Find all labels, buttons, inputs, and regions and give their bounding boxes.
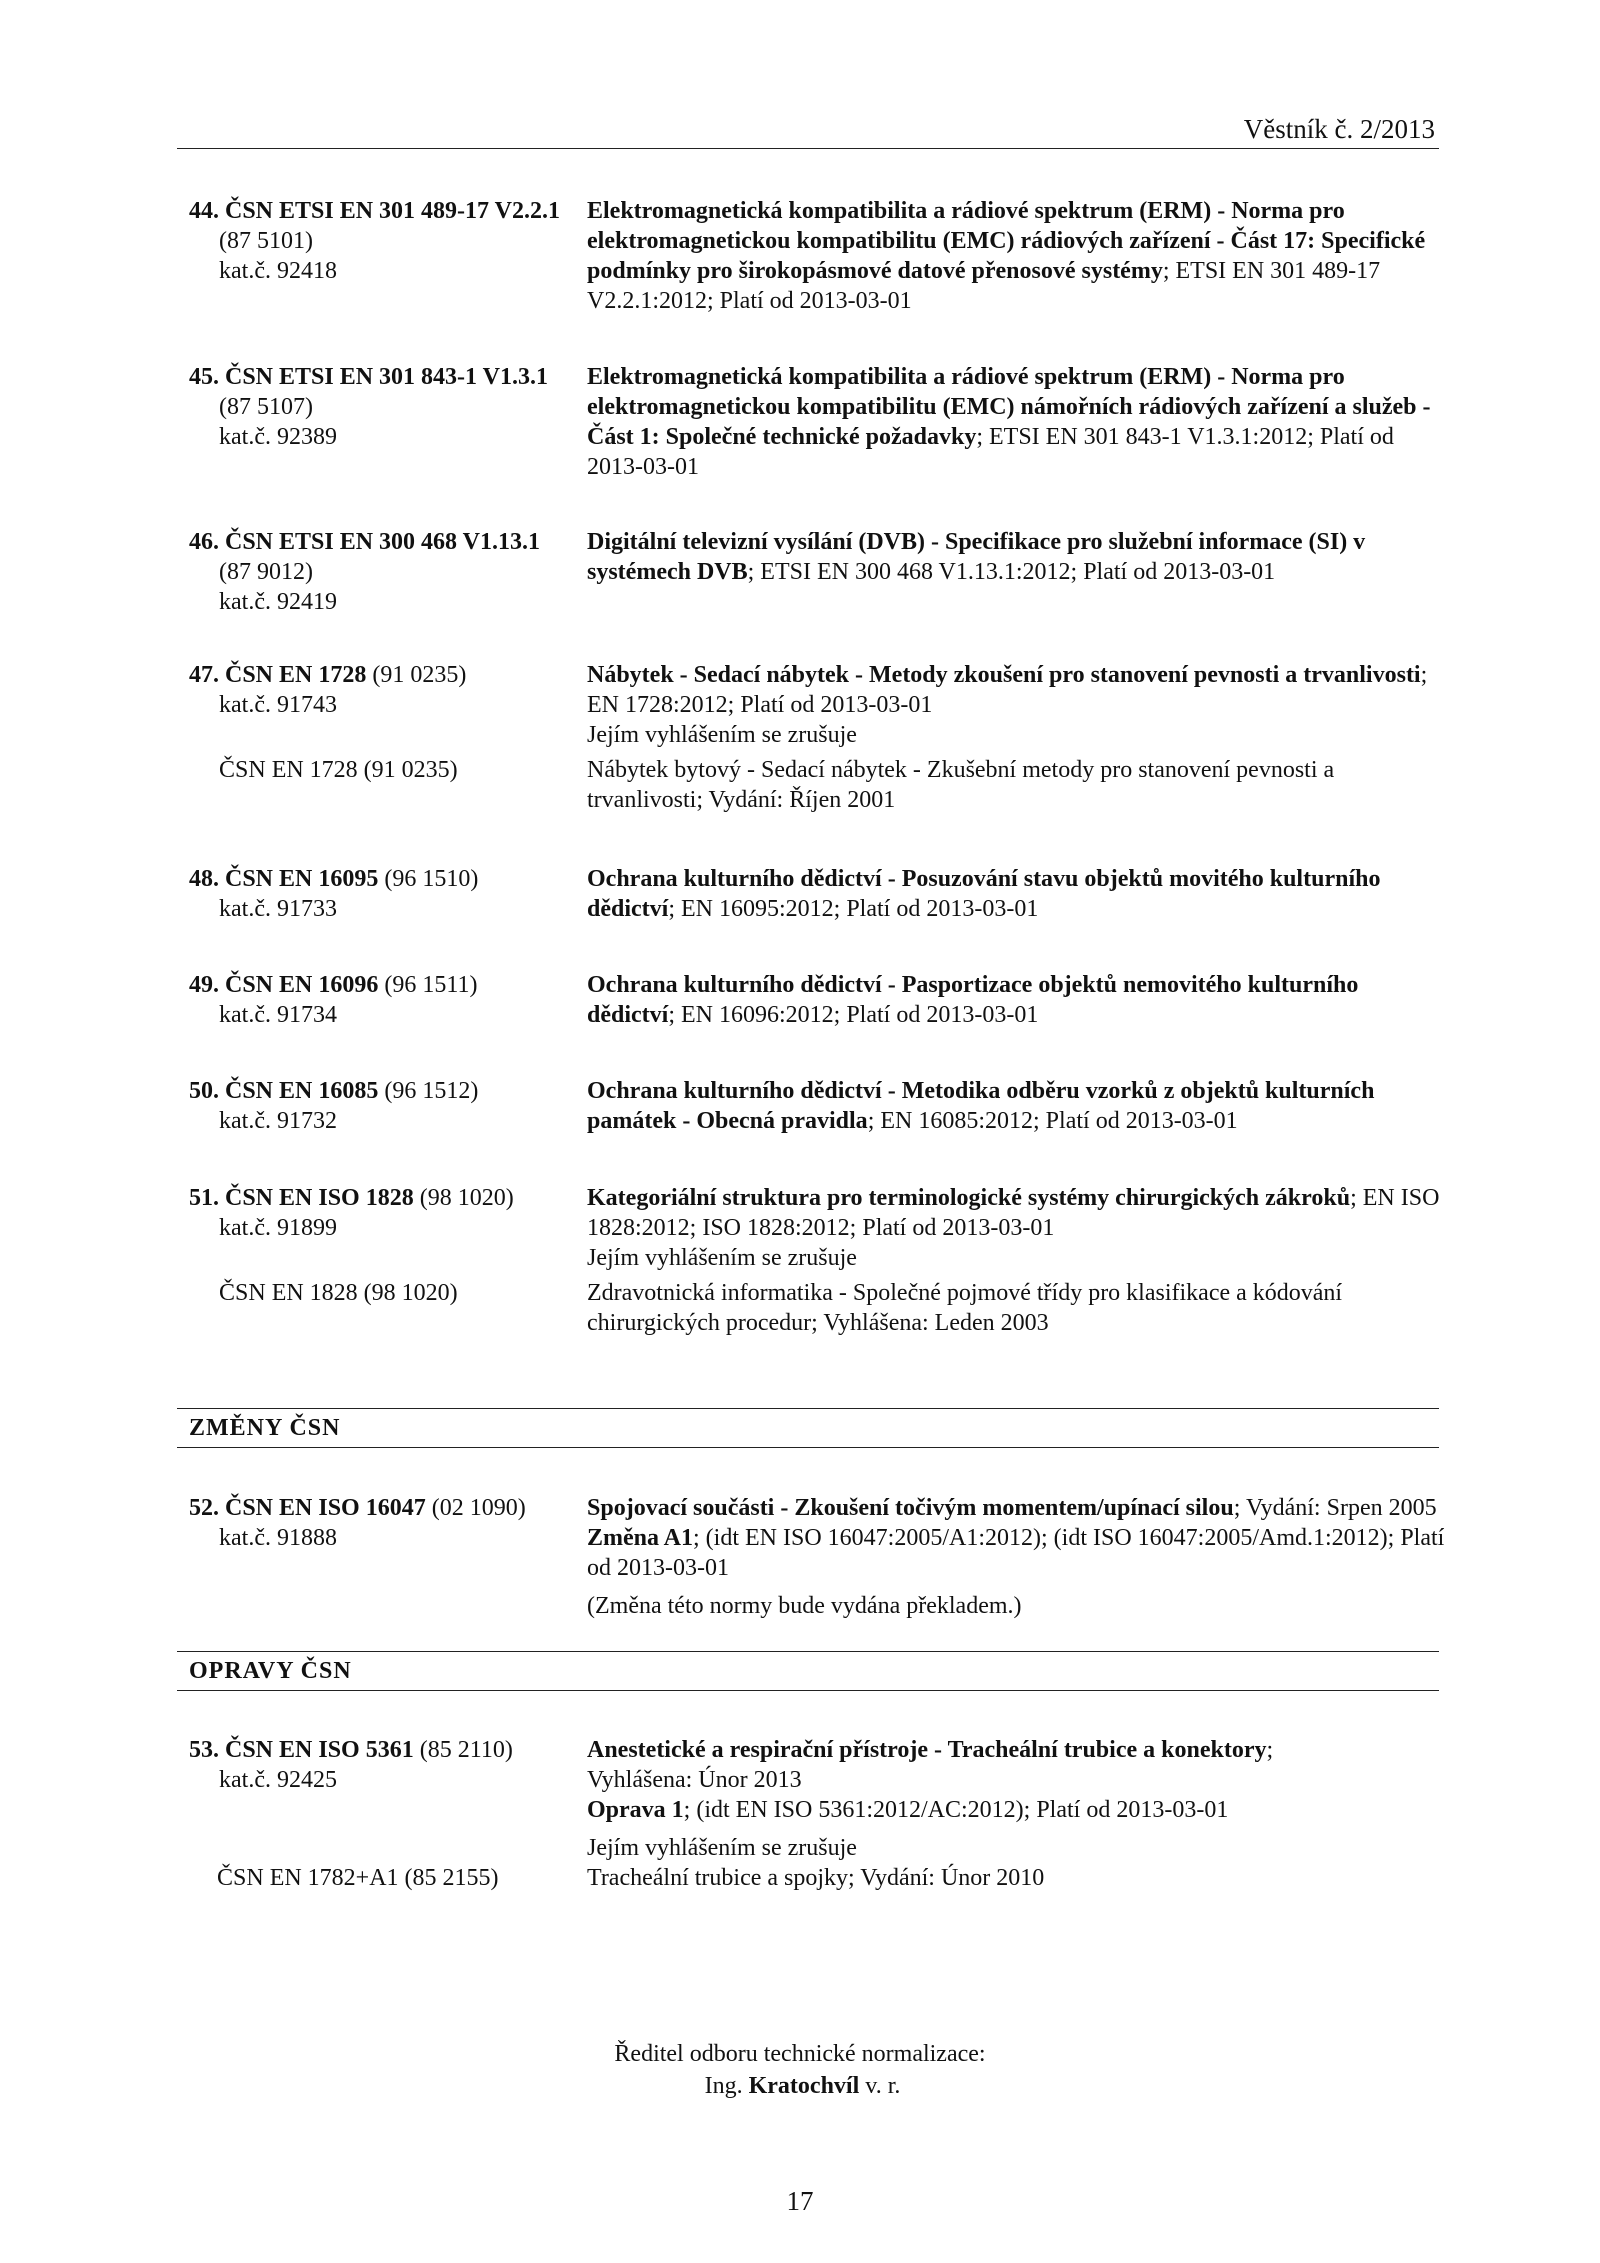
- catalog-number: kat.č. 91888: [219, 1525, 337, 1551]
- catalog-number: kat.č. 92419: [219, 589, 337, 615]
- standard-code: ČSN EN 1728: [225, 662, 367, 688]
- standard-title: Spojovací součásti - Zkoušení točivým momentem/upínací silou: [587, 1495, 1234, 1521]
- catalog-number: kat.č. 91743: [219, 692, 337, 718]
- catalog-number: kat.č. 91734: [219, 1002, 337, 1028]
- standard-reference: ; ETSI EN 300 468 V1.13.1:2012; Platí od 2013-03-01: [747, 559, 1276, 585]
- old-standard-code: ČSN EN 1782+A1 (85 2155): [217, 1865, 499, 1891]
- section-header-fixes: [177, 1651, 1439, 1691]
- old-standard-code: ČSN EN 1828 (98 1020): [219, 1280, 458, 1306]
- standard-code: ČSN EN ISO 1828: [225, 1185, 414, 1211]
- standard-title: Ochrana kulturního dědictví - Metodika odběru vzorků z objektů kulturních památek - Obecná pravidla: [587, 1078, 1375, 1134]
- standard-reference: ; EN 1728:2012; Platí od 2013-03-01: [587, 662, 1428, 718]
- bulletin-title: Věstník č. 2/2013: [1243, 114, 1435, 144]
- entry-number: 45.: [189, 364, 219, 390]
- cancellation-note: Jejím vyhlášením se zrušuje: [587, 1835, 857, 1861]
- catalog-number: kat.č. 92418: [219, 258, 337, 284]
- old-standard-title: Tracheální trubice a spojky; Vydání: Únor 2010: [587, 1865, 1045, 1891]
- catalog-number: kat.č. 92425: [219, 1767, 337, 1793]
- standard-reference: ; ETSI EN 301 843-1 V1.3.1:2012; Platí od 2013-03-01: [587, 424, 1394, 480]
- section-header-changes: [177, 1408, 1439, 1448]
- standard-title: Elektromagnetická kompatibilita a rádiové spektrum (ERM) - Norma pro elektromagnetickou kompatibilitu (EMC) rádiových zařízení - Část 17: Specifické podmínky pro širokopásmové datové přenosové systémy: [587, 198, 1426, 284]
- classification: (91 0235): [366, 662, 467, 688]
- standard-reference: ; (idt EN ISO 5361:2012/AC:2012); Platí od 2013-03-01: [683, 1797, 1229, 1823]
- standard-code: ČSN ETSI EN 301 843-1 V1.3.1: [225, 364, 548, 390]
- entry-number: 48.: [189, 866, 219, 892]
- signature-suffix: v. r.: [859, 2073, 901, 2099]
- catalog-number: kat.č. 92389: [219, 424, 337, 450]
- old-standard-title: Zdravotnická informatika - Společné pojmové třídy pro klasifikace a kódování chirurgických procedur; Vyhlášena: Leden 2003: [587, 1280, 1343, 1336]
- page-number: 17: [786, 2186, 814, 2216]
- classification: (98 1020): [413, 1185, 514, 1211]
- standard-reference: ; EN 16085:2012; Platí od 2013-03-01: [867, 1108, 1238, 1134]
- classification: (85 2110): [413, 1737, 513, 1763]
- standard-reference: ; (idt EN ISO 16047:2005/A1:2012); (idt ISO 16047:2005/Amd.1:2012); Platí od 2013-03-01: [587, 1525, 1445, 1581]
- standard-code: ČSN EN ISO 16047: [225, 1495, 426, 1521]
- entry-number: 44.: [189, 198, 219, 224]
- classification: (87 5107): [219, 394, 313, 420]
- entry-number: 51.: [189, 1185, 219, 1211]
- standard-title: Nábytek - Sedací nábytek - Metody zkoušení pro stanovení pevnosti a trvanlivosti: [587, 662, 1421, 688]
- standard-code: ČSN EN 16095: [225, 866, 379, 892]
- standard-reference: ; EN 16096:2012; Platí od 2013-03-01: [668, 1002, 1039, 1028]
- standard-code: ČSN ETSI EN 300 468 V1.13.1: [225, 529, 540, 555]
- entry-number: 46.: [189, 529, 219, 555]
- signature-name: Kratochvíl: [748, 2073, 860, 2099]
- standard-code: ČSN EN 16096: [225, 972, 379, 998]
- standard-reference: ; EN ISO 1828:2012; ISO 1828:2012; Platí od 2013-03-01: [587, 1185, 1440, 1241]
- entry-number: 52.: [189, 1495, 219, 1521]
- old-standard-title: Nábytek bytový - Sedací nábytek - Zkušební metody pro stanovení pevnosti a trvanlivosti; Vydání: Říjen 2001: [587, 757, 1335, 813]
- correction-label: Oprava 1: [587, 1797, 684, 1823]
- classification: (87 5101): [219, 228, 313, 254]
- entry-number: 53.: [189, 1737, 219, 1763]
- page-header: [177, 112, 1439, 149]
- classification: (96 1512): [378, 1078, 479, 1104]
- standard-code: ČSN EN ISO 5361: [225, 1737, 414, 1763]
- standard-code: ČSN EN 16085: [225, 1078, 379, 1104]
- old-standard-code: ČSN EN 1728 (91 0235): [219, 757, 458, 783]
- classification: (87 9012): [219, 559, 313, 585]
- signature-prefix: Ing.: [704, 2073, 749, 2099]
- classification: (96 1511): [378, 972, 478, 998]
- standard-code: ČSN ETSI EN 301 489-17 V2.2.1: [225, 198, 560, 224]
- catalog-number: kat.č. 91899: [219, 1215, 337, 1241]
- separator: ;: [1266, 1737, 1274, 1763]
- standard-reference: ; EN 16095:2012; Platí od 2013-03-01: [668, 896, 1039, 922]
- standard-title: Ochrana kulturního dědictví - Pasportizace objektů nemovitého kulturního dědictví: [587, 972, 1359, 1028]
- signature-block: [0, 2038, 1600, 2102]
- section-title: OPRAVY ČSN: [189, 1658, 352, 1684]
- signature-role: Ředitel odboru technické normalizace:: [614, 2041, 986, 2067]
- translation-note: (Změna této normy bude vydána překladem.): [587, 1593, 1022, 1619]
- catalog-number: kat.č. 91733: [219, 896, 337, 922]
- standard-title: Elektromagnetická kompatibilita a rádiové spektrum (ERM) - Norma pro elektromagnetickou kompatibilitu (EMC) námořních rádiových zařízení a služeb - Část 1: Společné technické požadavky: [587, 364, 1431, 450]
- standard-reference: ; ETSI EN 301 489-17 V2.2.1:2012; Platí od 2013-03-01: [587, 258, 1381, 314]
- standard-title: Kategoriální struktura pro terminologické systémy chirurgických zákroků: [587, 1185, 1351, 1211]
- standard-title: Ochrana kulturního dědictví - Posuzování stavu objektů movitého kulturního dědictví: [587, 866, 1381, 922]
- classification: (96 1510): [378, 866, 479, 892]
- classification: (02 1090): [425, 1495, 526, 1521]
- standard-title: Digitální televizní vysílání (DVB) - Specifikace pro služební informace (SI) v systémech DVB: [587, 529, 1366, 585]
- amendment-label: Změna A1: [587, 1525, 694, 1551]
- catalog-number: kat.č. 91732: [219, 1108, 337, 1134]
- entry-number: 50.: [189, 1078, 219, 1104]
- cancellation-note: Jejím vyhlášením se zrušuje: [587, 1245, 857, 1271]
- entry-number: 47.: [189, 662, 219, 688]
- entry-number: 49.: [189, 972, 219, 998]
- issue-info: ; Vydání: Srpen 2005: [1233, 1495, 1437, 1521]
- standard-title: Anestetické a respirační přístroje - Tracheální trubice a konektory: [587, 1737, 1267, 1763]
- section-title: ZMĚNY ČSN: [189, 1415, 341, 1441]
- issue-info: Vyhlášena: Únor 2013: [587, 1767, 802, 1793]
- cancellation-note: Jejím vyhlášením se zrušuje: [587, 722, 857, 748]
